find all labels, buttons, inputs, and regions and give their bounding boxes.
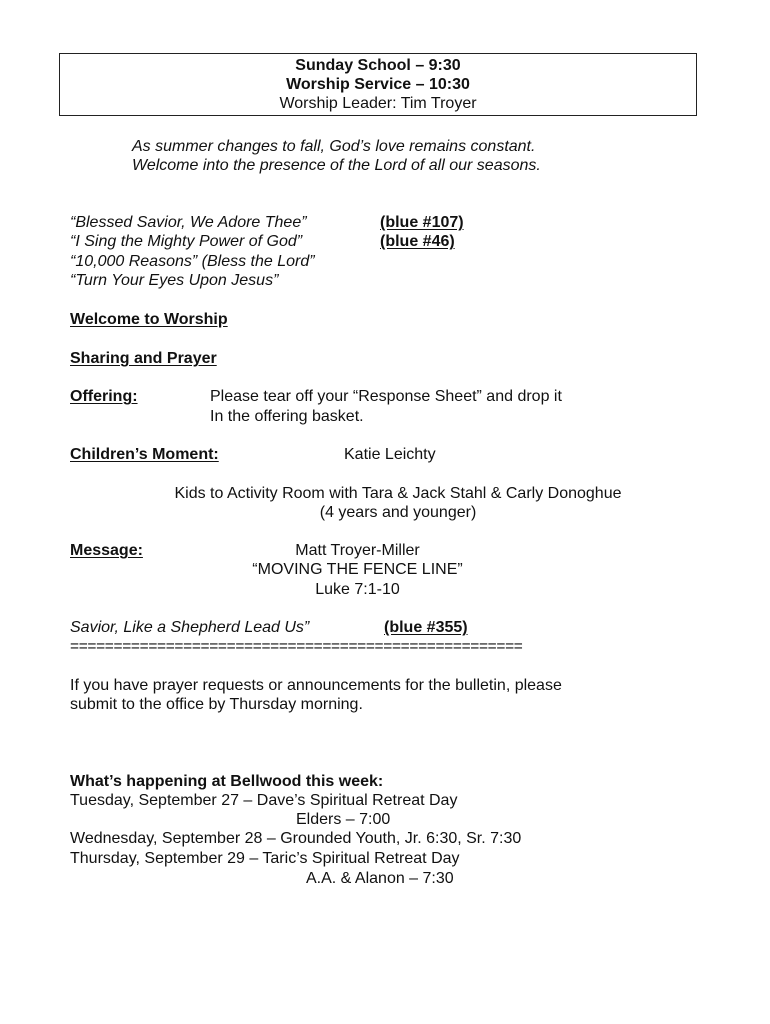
service-times-box <box>59 53 697 116</box>
kids-activity-line: Kids to Activity Room with Tara & Jack Stahl & Carly Donoghue <box>174 485 622 502</box>
song-title: “Blessed Savior, We Adore Thee” <box>70 214 307 231</box>
event-wednesday: Wednesday, September 28 – Grounded Youth, Jr. 6:30, Sr. 7:30 <box>70 830 522 847</box>
event-tuesday: Tuesday, September 27 – Dave’s Spiritual Retreat Day <box>70 792 458 809</box>
worship-service-time: Worship Service – 10:30 <box>286 76 470 93</box>
worship-leader: Worship Leader: Tim Troyer <box>279 95 477 112</box>
song-hymnal-number: (blue #46) <box>380 233 455 250</box>
song-title: “Turn Your Eyes Upon Jesus” <box>70 272 279 289</box>
welcome-heading: Welcome to Worship <box>70 311 228 328</box>
sunday-school-time: Sunday School – 9:30 <box>295 57 461 74</box>
sharing-heading: Sharing and Prayer <box>70 350 217 367</box>
childrens-moment-label: Children’s Moment: <box>70 446 219 463</box>
event-aa-alanon: A.A. & Alanon – 7:30 <box>306 870 454 887</box>
intro-line-2: Welcome into the presence of the Lord of all our seasons. <box>132 157 541 174</box>
divider-line: ==================================================== <box>70 638 523 655</box>
closing-song-hymnal-number: (blue #355) <box>384 619 468 636</box>
intro-line-1: As summer changes to fall, God’s love remains constant. <box>132 138 536 155</box>
message-speaker: Matt Troyer-Miller <box>295 542 420 559</box>
closing-song-title: Savior, Like a Shepherd Lead Us” <box>70 619 310 636</box>
message-label: Message: <box>70 542 143 559</box>
event-elders: Elders – 7:00 <box>296 811 391 828</box>
song-title: “10,000 Reasons” (Bless the Lord” <box>70 253 315 270</box>
offering-label: Offering: <box>70 388 138 405</box>
message-title: “MOVING THE FENCE LINE” <box>252 561 463 578</box>
offering-text-line-1: Please tear off your “Response Sheet” and drop it <box>210 388 562 405</box>
message-scripture: Luke 7:1-10 <box>315 581 400 598</box>
song-hymnal-number: (blue #107) <box>380 214 464 231</box>
childrens-moment-leader: Katie Leichty <box>344 446 436 463</box>
prayer-requests-line-2: submit to the office by Thursday morning. <box>70 696 363 713</box>
song-title: “I Sing the Mighty Power of God” <box>70 233 303 250</box>
offering-text-line-2: In the offering basket. <box>210 408 364 425</box>
kids-age-note: (4 years and younger) <box>319 504 477 521</box>
happening-heading: What’s happening at Bellwood this week: <box>70 773 384 790</box>
prayer-requests-line-1: If you have prayer requests or announcements for the bulletin, please <box>70 677 562 694</box>
event-thursday: Thursday, September 29 – Taric’s Spiritual Retreat Day <box>70 850 460 867</box>
